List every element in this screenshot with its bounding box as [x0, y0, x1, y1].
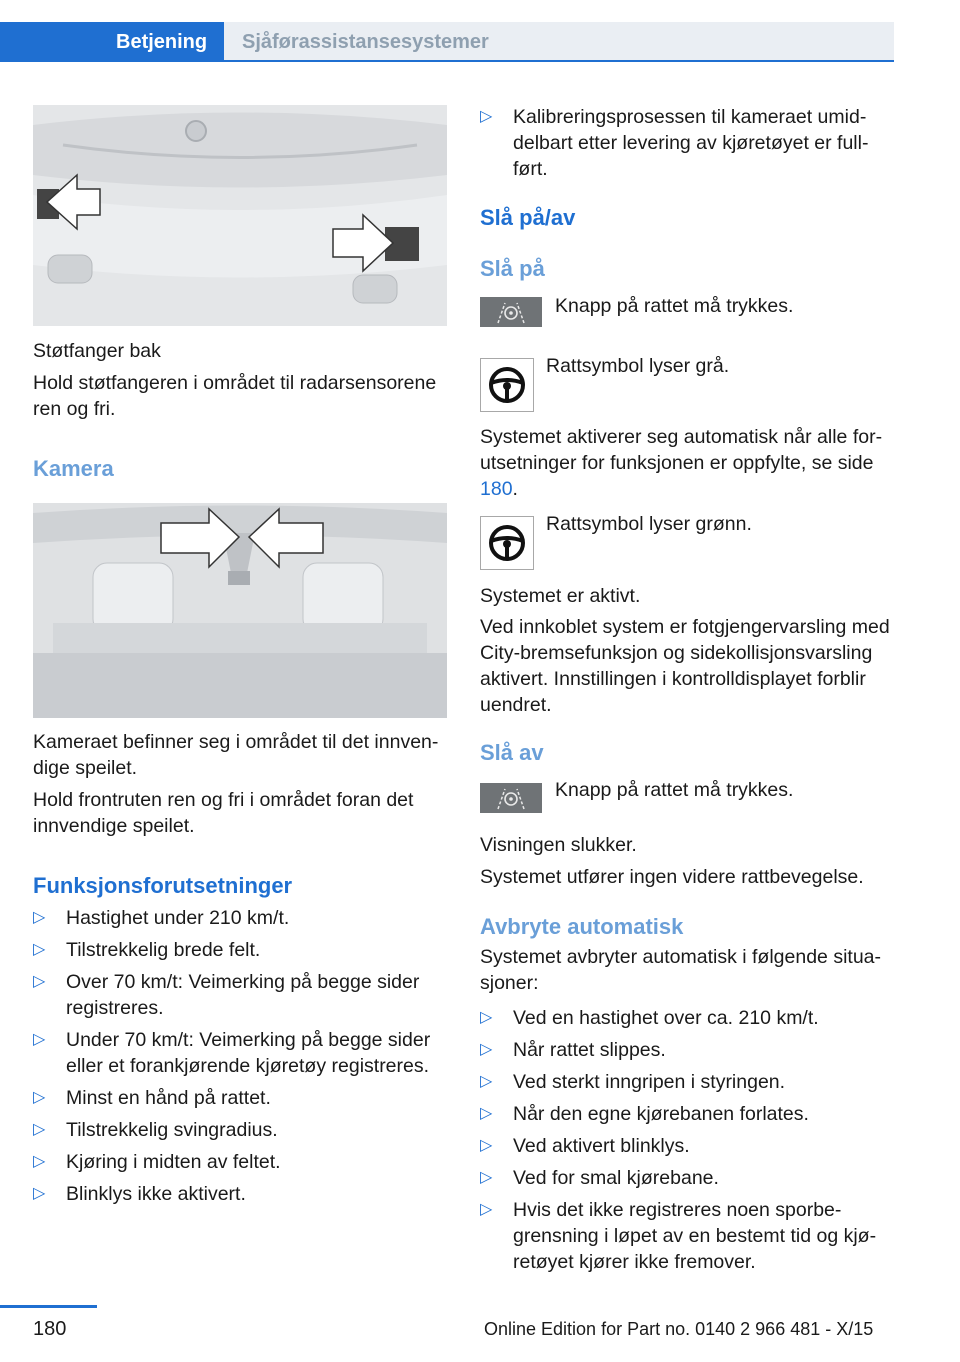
- text-camera-location: Kameraet befinner seg i området til det innvendige speilet.: [33, 731, 439, 779]
- text-auto-activate: Systemet aktiverer seg automatisk når alle forutsetninger for funksjonen er oppfylte, se side 180.: [480, 426, 883, 500]
- heading-prerequisites: Funksjonsforutsetninger: [33, 873, 293, 898]
- text-wheel-green: Rattsymbol lyser grønn.: [546, 513, 752, 535]
- list-item: ▷ Kalibreringsprosessen til kameraet umiddelbart etter levering av kjøretøyet er fullført.: [480, 106, 869, 180]
- triangle-right-icon: ▷: [33, 909, 46, 926]
- page-link[interactable]: 180: [480, 478, 513, 500]
- triangle-right-icon: ▷: [480, 1169, 493, 1186]
- heading-camera: Kamera: [33, 456, 114, 481]
- heading-off: Slå av: [480, 740, 544, 765]
- triangle-right-icon: ▷: [480, 108, 493, 125]
- triangle-right-icon: ▷: [480, 1009, 493, 1026]
- list-item: ▷ Når rattet slippes.: [480, 1039, 666, 1061]
- triangle-right-icon: ▷: [33, 941, 46, 958]
- heading-on: Slå på: [480, 256, 545, 281]
- triangle-right-icon: ▷: [33, 1153, 46, 1170]
- list-item: ▷ Kjøring i midten av feltet.: [33, 1151, 281, 1173]
- text-camera-clean: Hold frontruten ren og fri i området foran det innvendige speilet.: [33, 789, 414, 837]
- list-item: ▷ Når den egne kjørebanen forlates.: [480, 1103, 809, 1125]
- heading-abort: Avbryte automatisk: [480, 914, 684, 939]
- text-abort-intro: Systemet avbryter automatisk i følgende situasjoner:: [480, 946, 882, 994]
- tab-betjening[interactable]: Betjening: [0, 22, 224, 62]
- text-wheel-grey: Rattsymbol lyser grå.: [546, 355, 730, 377]
- triangle-right-icon: ▷: [480, 1137, 493, 1154]
- text-display-off: Visningen slukker.: [480, 834, 637, 856]
- list-item: ▷ Hastighet under 210 km/t.: [33, 907, 290, 929]
- list-item: ▷ Over 70 km/t: Veimerking på begge sider registreres.: [33, 971, 420, 1019]
- tab-sjaforassistanse[interactable]: Sjåførassistansesystemer: [224, 22, 894, 62]
- rear-bumper-illustration: [33, 105, 447, 326]
- text-rear-bumper: Hold støtfangeren i området til radarsensorene ren og fri.: [33, 372, 437, 420]
- list-item: ▷ Hvis det ikke registreres noen sporbegrensning i løpet av en bestemt tid og kjøretøyet kjører ikke fremover.: [480, 1199, 877, 1273]
- text-system-active: Systemet er aktivt.: [480, 585, 641, 607]
- triangle-right-icon: ▷: [33, 1089, 46, 1106]
- footer-edition: Online Edition for Part no. 0140 2 966 481 - X/15: [484, 1319, 874, 1339]
- triangle-right-icon: ▷: [33, 1185, 46, 1202]
- triangle-right-icon: ▷: [480, 1201, 493, 1218]
- triangle-right-icon: ▷: [480, 1041, 493, 1058]
- triangle-right-icon: ▷: [480, 1105, 493, 1122]
- triangle-right-icon: ▷: [480, 1073, 493, 1090]
- calibration-list: [480, 104, 892, 188]
- list-item: ▷ Blinklys ikke aktivert.: [33, 1183, 246, 1205]
- lane-assist-button-icon: [480, 297, 542, 327]
- triangle-right-icon: ▷: [33, 1121, 46, 1138]
- footer-divider: [0, 1305, 97, 1308]
- caption-rear-bumper: Støtfanger bak: [33, 340, 161, 362]
- list-item: ▷ Ved for smal kjørebane.: [480, 1167, 719, 1189]
- steering-wheel-icon: [480, 516, 534, 570]
- header-divider: [224, 60, 894, 62]
- list-item: ▷ Ved aktivert blinklys.: [480, 1135, 690, 1157]
- list-item: ▷ Under 70 km/t: Veimerking på begge sider eller et forankjørende kjøretøy registreres.: [33, 1029, 431, 1077]
- text-on-button: Knapp på rattet må trykkes.: [555, 295, 794, 317]
- abort-list: [480, 1005, 894, 1281]
- list-item: ▷ Tilstrekkelig brede felt.: [33, 939, 261, 961]
- list-item: ▷ Tilstrekkelig svingradius.: [33, 1119, 278, 1141]
- camera-interior-illustration: [33, 503, 447, 718]
- text-coupled-system: Ved innkoblet system er fotgjengervarsling med City-bremsefunksjon og sidekollisjonsvarsling aktivert. Innstillingen i kontrolldisplayet forblir uendret.: [480, 616, 890, 716]
- list-item: ▷ Minst en hånd på rattet.: [33, 1087, 271, 1109]
- list-item: ▷ Ved sterkt inngripen i styringen.: [480, 1071, 786, 1093]
- page-number: 180: [33, 1318, 67, 1340]
- prerequisites-list: [33, 905, 451, 1213]
- list-item: ▷ Ved en hastighet over ca. 210 km/t.: [480, 1007, 819, 1029]
- heading-on-off: Slå på/av: [480, 205, 576, 230]
- steering-wheel-icon: [480, 358, 534, 412]
- text-off-button: Knapp på rattet må trykkes.: [555, 779, 794, 801]
- lane-assist-button-icon: [480, 783, 542, 813]
- triangle-right-icon: ▷: [33, 1031, 46, 1048]
- text-no-steering: Systemet utfører ingen videre rattbevegelse.: [480, 866, 864, 888]
- triangle-right-icon: ▷: [33, 973, 46, 990]
- page-header: [0, 0, 960, 62]
